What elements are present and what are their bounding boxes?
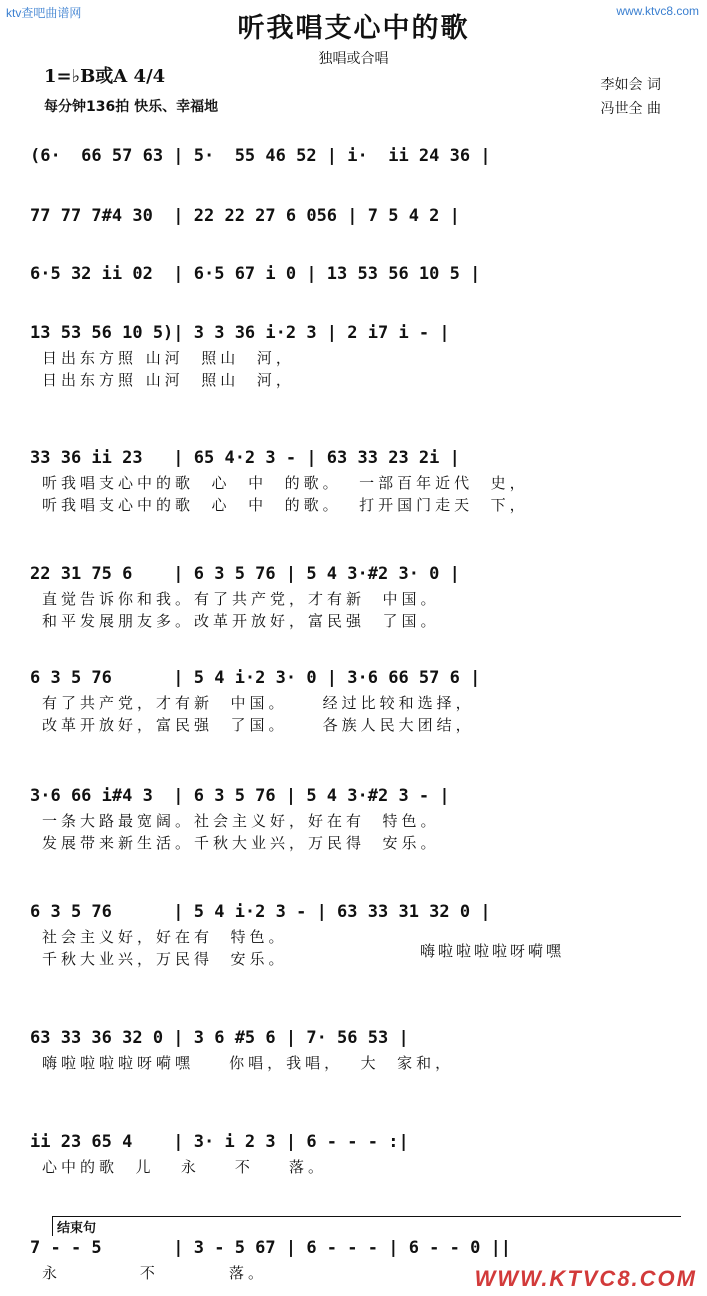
lyric-line-2: 日出东方照 山河 照山 河， — [42, 371, 295, 389]
score-row — [0, 432, 707, 514]
lyric-line-2: 发展带来新生活。千秋大业兴，万民得 安乐。 — [42, 834, 440, 852]
notation-text: (6· 66 57 63 | 5· 55 46 52 | i· ii 24 36 | — [30, 146, 491, 166]
notation-text: ii 23 65 4 | 3· i 2 3 | 6 - - - :| — [30, 1132, 409, 1152]
lyric-line-2: 和平发展朋友多。改革开放好，富民强 了国。 — [42, 612, 440, 630]
lyric-line-1: 嗨啦啦啦啦呀嗬嘿 你唱，我唱， 大 家和， — [42, 1054, 455, 1072]
lyricist-credit: 李如会 词 — [600, 77, 661, 93]
score-row — [0, 1116, 707, 1176]
notation-text: 6 3 5 76 | 5 4 i·2 3 - | 63 33 31 32 0 | — [30, 902, 491, 922]
lyric-line-1: 心中的歌 儿 永 不 落。 — [42, 1158, 327, 1176]
notation-text: 6·5 32 ii 02 | 6·5 67 i 0 | 13 53 56 10 5 | — [30, 264, 481, 284]
lyric-line-1: 日出东方照 山河 照山 河， — [42, 349, 295, 367]
notation-line — [30, 886, 680, 922]
notation-text: 77 77 7#4 30 | 22 22 27 6 056 | 7 5 4 2 | — [30, 206, 460, 226]
notation-line — [30, 770, 680, 806]
notation-line — [30, 130, 680, 166]
notation-text: 3·6 66 i#4 3 | 6 3 5 76 | 5 4 3·#2 3 - | — [30, 786, 450, 806]
notation-text: 7 - - 5 | 3 - 5 67 | 6 - - - | 6 - - 0 || — [30, 1238, 512, 1258]
notation-line — [30, 1116, 680, 1152]
lyric-line-1: 有了共产党，才有新 中国。 经过比较和选择， — [42, 694, 475, 712]
song-subtitle: 独唱或合唱 — [318, 51, 389, 67]
lyric-line-1: 永 不 落。 — [42, 1264, 268, 1282]
lyric-line-1: 一条大路最宽阔。社会主义好，好在有 特色。 — [42, 812, 440, 830]
watermark-footer: WWW.KTVC8.COM — [474, 1266, 697, 1291]
notation-text: 33 36 ii 23 | 65 4·2 3 - | 63 33 23 2i | — [30, 448, 460, 468]
lyric-line-1: 听我唱支心中的歌 心 中 的歌。 一部百年近代 史， — [42, 474, 529, 492]
notation-line — [30, 248, 680, 284]
lyric-line-2: 千秋大业兴，万民得 安乐。 — [42, 950, 288, 968]
lyric-line-2: 改革开放好，富民强 了国。 各族人民大团结， — [42, 716, 475, 734]
notation-text: 13 53 56 10 5)| 3 3 36 i·2 3 | 2 i7 i - | — [30, 323, 450, 343]
watermark-left: ktv查吧曲谱网 — [6, 6, 82, 20]
composer-credit: 冯世全 曲 — [600, 101, 661, 117]
notation-line — [30, 548, 680, 584]
song-title: 听我唱支心中的歌 — [237, 13, 470, 44]
ending-label: 结束句 — [52, 1216, 681, 1236]
watermark-right: www.ktvc8.com — [616, 4, 699, 18]
notation-line — [30, 1012, 680, 1048]
notation-text: 63 33 36 32 0 | 3 6 #5 6 | 7· 56 53 | — [30, 1028, 409, 1048]
score-row — [0, 190, 707, 250]
notation-text: 6 3 5 76 | 5 4 i·2 3· 0 | 3·6 66 57 6 | — [30, 668, 481, 688]
score-row — [0, 770, 707, 852]
notation-line — [30, 652, 680, 688]
notation-line — [30, 307, 680, 343]
tempo-marking: 每分钟136拍 快乐、幸福地 — [44, 99, 219, 115]
score-row — [0, 248, 707, 308]
notation-line — [30, 190, 680, 226]
lyric-line-1: 直觉告诉你和我。有了共产党，才有新 中国。 — [42, 590, 440, 608]
score-row — [0, 307, 707, 389]
score-row — [0, 652, 707, 734]
lyric-line-2: 听我唱支心中的歌 心 中 的歌。 打开国门走天 下， — [42, 496, 529, 514]
notation-line — [30, 432, 680, 468]
score-row — [0, 130, 707, 190]
score-row — [0, 548, 707, 630]
aside-lyric: 嗨啦啦啦啦呀嗬嘿 — [420, 942, 565, 960]
lyric-line-1: 社会主义好，好在有 特色。 — [42, 928, 288, 946]
score-row — [0, 1012, 707, 1072]
notation-text: 22 31 75 6 | 6 3 5 76 | 5 4 3·#2 3· 0 | — [30, 564, 460, 584]
key-signature: 1=♭B或A 4/4 — [44, 66, 166, 87]
